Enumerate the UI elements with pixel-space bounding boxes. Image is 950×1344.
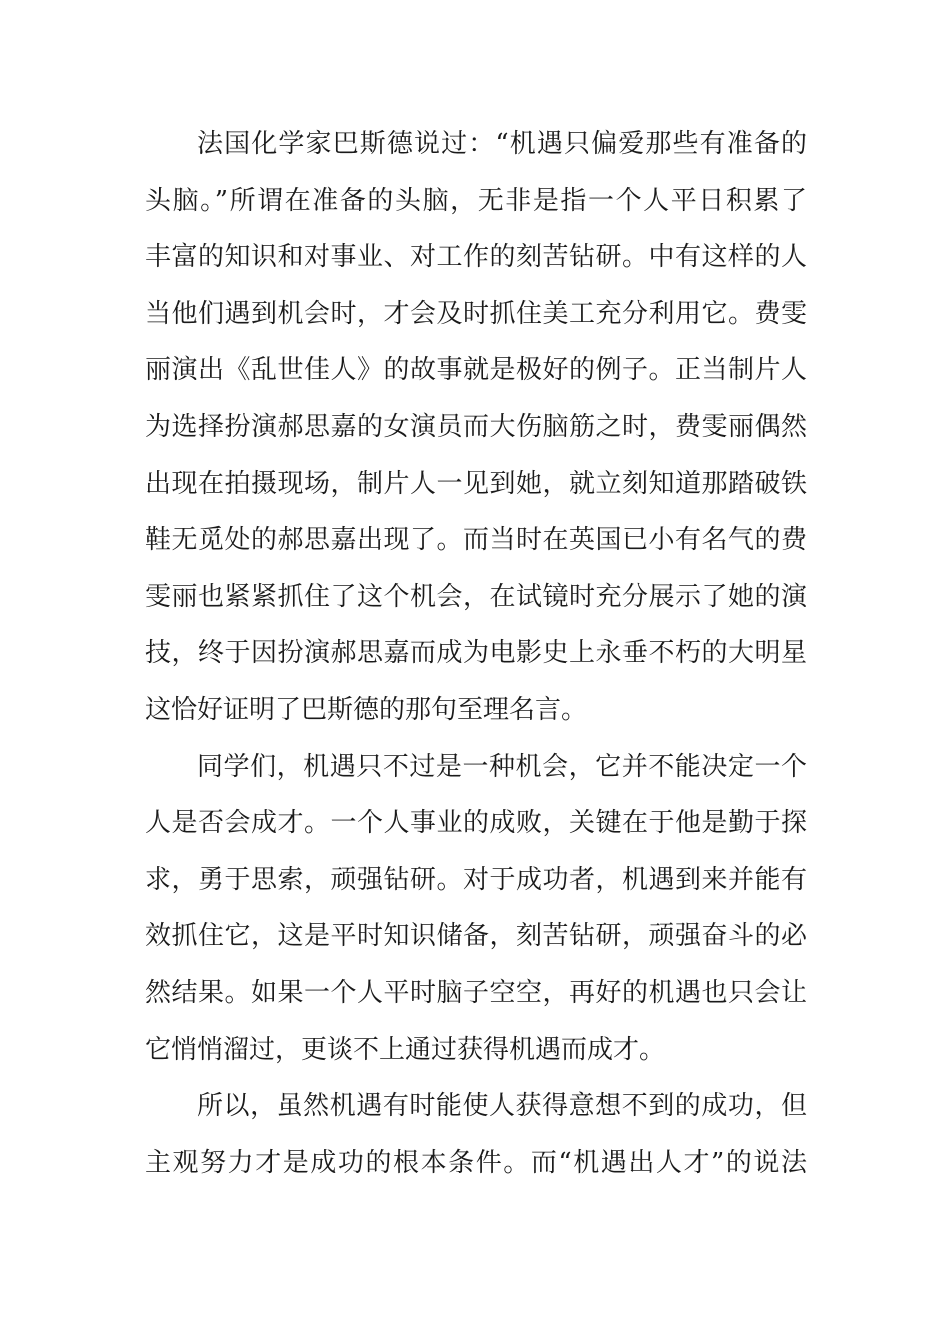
paragraph-1 <box>145 116 807 739</box>
paragraph-line: 法国化学家巴斯德说过：“机遇只偏爱那些有准备的 <box>197 129 807 159</box>
paragraph-line: 雯丽也紧紧抓住了这个机会，在试镜时充分展示了她的演 <box>145 581 807 612</box>
paragraph-line: 人是否会成才。一个人事业的成败，关键在于他是勤于探 <box>145 808 807 839</box>
paragraph-line: 鞋无觅处的郝思嘉出现了。而当时在英国已小有名气的费 <box>145 525 807 556</box>
paragraph-line: 技，终于因扮演郝思嘉而成为电影史上永垂不朽的大明星 <box>145 638 807 669</box>
paragraph-line: 丰富的知识和对事业、对工作的刻苦钻研。中有这样的人 <box>145 242 807 273</box>
paragraph-line: 丽演出《乱世佳人》的故事就是极好的例子。正当制片人 <box>145 355 807 386</box>
paragraph-line: 同学们，机遇只不过是一种机会，它并不能决定一个 <box>197 751 807 782</box>
paragraph-line: 当他们遇到机会时，才会及时抓住美工充分利用它。费雯 <box>145 298 807 329</box>
paragraph-3 <box>145 1078 807 1191</box>
paragraph-line: 效抓住它，这是平时知识储备，刻苦钻研，顽强奋斗的必 <box>145 921 807 952</box>
paragraph-line: 这恰好证明了巴斯德的那句至理名言。 <box>145 694 588 725</box>
paragraph-line: 然结果。如果一个人平时脑子空空，再好的机遇也只会让 <box>145 977 807 1008</box>
paragraph-line: 出现在拍摄现场，制片人一见到她，就立刻知道那踏破铁 <box>145 468 807 499</box>
paragraph-line: 为选择扮演郝思嘉的女演员而大伤脑筋之时，费雯丽偶然 <box>145 411 807 442</box>
paragraph-2 <box>145 739 807 1079</box>
paragraph-line: 它悄悄溜过，更谈不上通过获得机遇而成才。 <box>145 1034 666 1065</box>
document-body <box>145 116 807 1191</box>
paragraph-line: 求，勇于思索，顽强钻研。对于成功者，机遇到来并能有 <box>145 864 807 895</box>
paragraph-line: 所以，虽然机遇有时能使人获得意想不到的成功，但 <box>197 1091 807 1122</box>
paragraph-line: 头脑。”所谓在准备的头脑，无非是指一个人平日积累了 <box>145 185 807 216</box>
paragraph-line: 主观努力才是成功的根本条件。而“机遇出人才”的说法 <box>145 1147 807 1178</box>
